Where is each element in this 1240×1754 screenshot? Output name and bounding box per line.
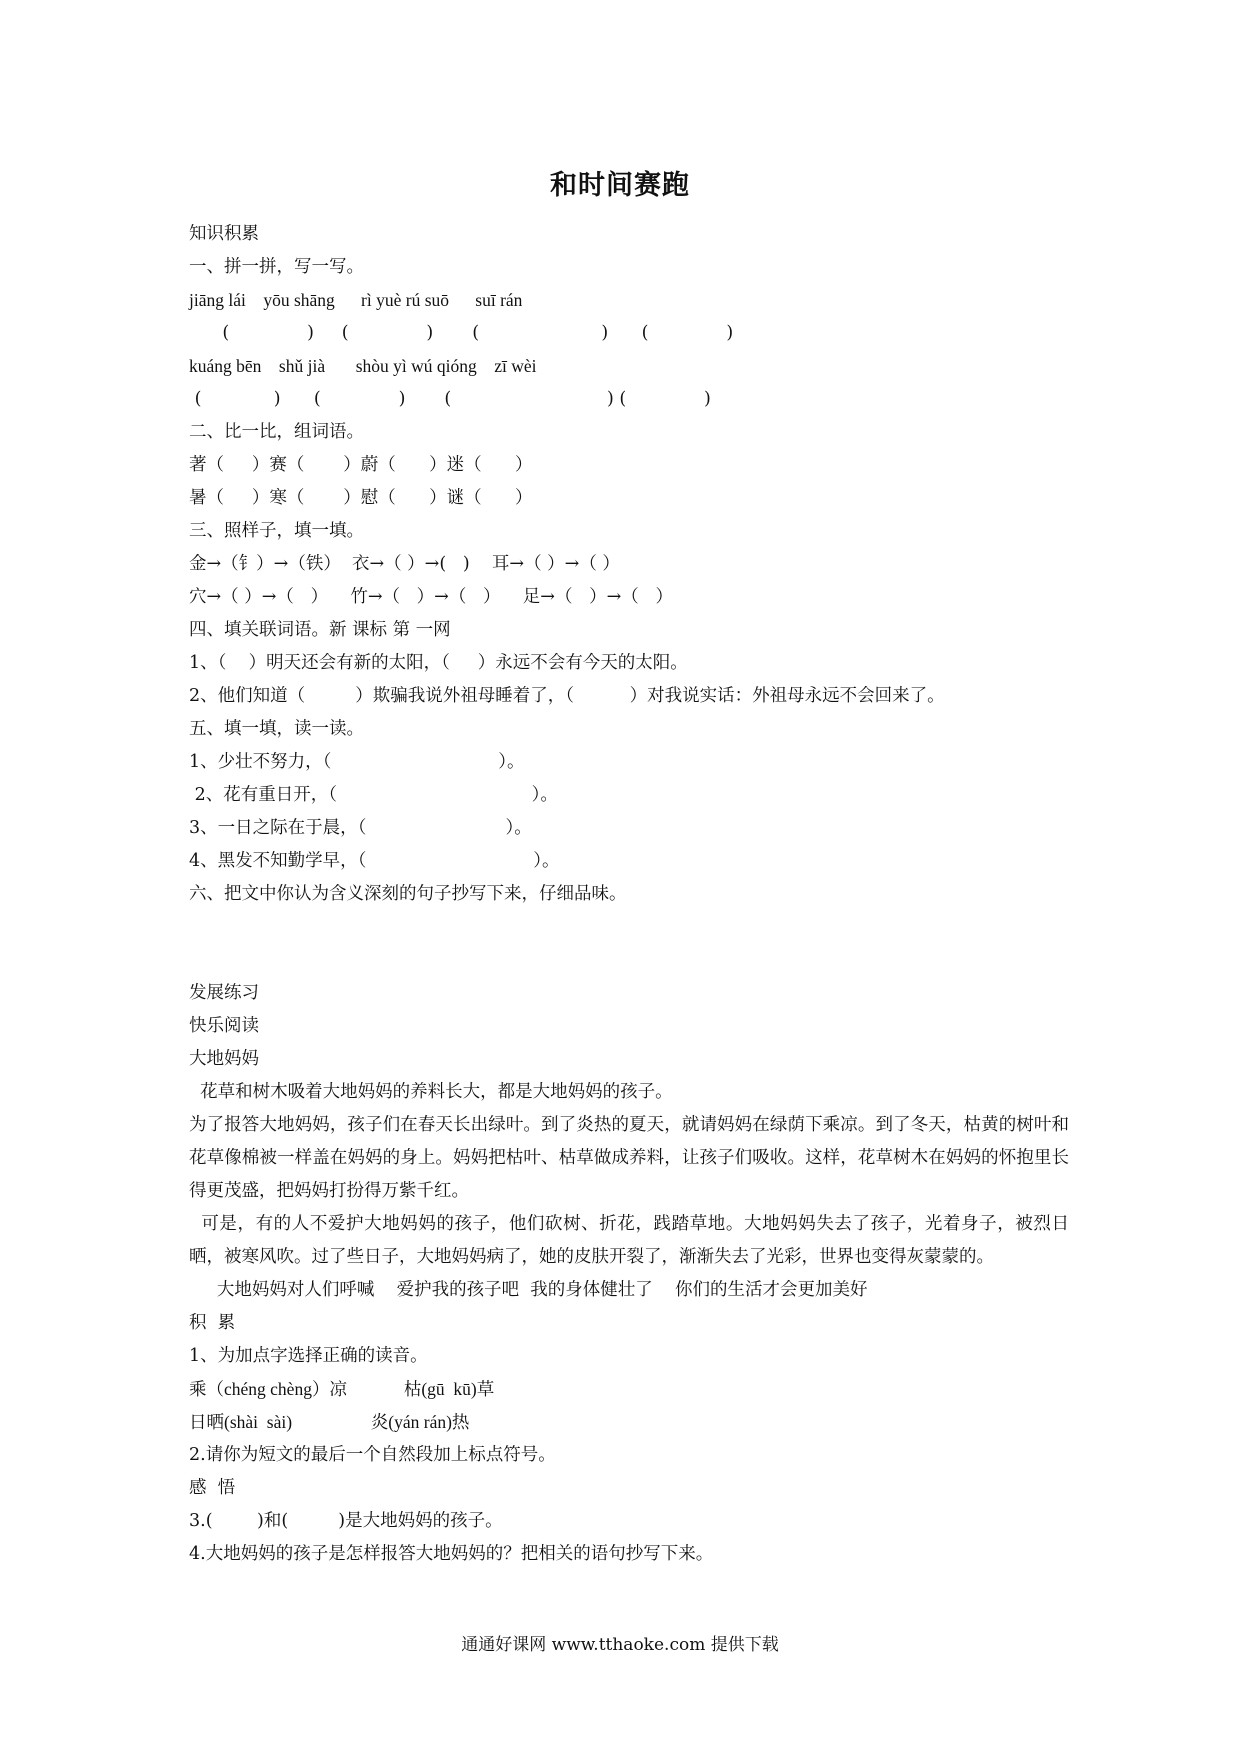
accumulation-heading: 积 累 xyxy=(189,1313,236,1333)
reading-choice-row-1: 乘（chéng chèng）凉 枯(gū kū)草 xyxy=(189,1379,495,1399)
question-5-item-3: 3、一日之际在于晨，（ ）。 xyxy=(189,818,532,838)
pinyin-row-2: kuáng bēn shǔ jià shòu yì wú qióng zī wèi xyxy=(189,356,537,376)
section-heading-development: 发展练习 xyxy=(189,983,259,1003)
compare-row-2: 暑（ ）寒（ ）慰（ ）谜（ ） xyxy=(189,488,533,508)
pattern-row-1: 金→（钅）→（铁） 衣→（ ）→( ) 耳→（ ）→（ ） xyxy=(189,554,620,574)
passage-title: 大地妈妈 xyxy=(189,1049,259,1069)
passage-paragraph-1: 花草和树木吸着大地妈妈的养料长大，都是大地妈妈的孩子。 xyxy=(189,1082,673,1102)
compare-row-1: 著（ ）赛（ ）蔚（ ）迷（ ） xyxy=(189,455,533,475)
reading-choice-row-2: 日晒(shài sài) 炎(yán rán)热 xyxy=(189,1412,470,1432)
question-4-item-2: 2、他们知道（ ）欺骗我说外祖母睡着了，（ ）对我说实话：外祖母永远不会回来了。 xyxy=(189,686,945,706)
insight-heading: 感 悟 xyxy=(189,1478,236,1498)
question-4-item-1: 1、（ ）明天还会有新的太阳，（ ）永远不会有今天的太阳。 xyxy=(189,653,688,673)
question-5-heading: 五、填一填，读一读。 xyxy=(189,719,364,739)
section-heading-knowledge: 知识积累 xyxy=(189,224,259,244)
worksheet-content xyxy=(189,218,1069,1571)
subheading-happy-reading: 快乐阅读 xyxy=(189,1016,259,1036)
question-2-heading: 二、比一比，组词语。 xyxy=(189,422,364,442)
accumulation-question-2: 2.请你为短文的最后一个自然段加上标点符号。 xyxy=(189,1445,556,1465)
blank-row-1: ( ) ( ) ( ) ( ) xyxy=(189,323,734,343)
page-title: 和时间赛跑 xyxy=(550,170,690,201)
question-3-heading: 三、照样子，填一填。 xyxy=(189,521,364,541)
pattern-row-2: 穴→（ ）→（ ） 竹→（ ）→（ ） 足→（ ）→（ ） xyxy=(189,587,673,607)
passage-paragraph-4: 大地妈妈对人们呼喊 爱护我的孩子吧 我的身体健壮了 你们的生活才会更加美好 xyxy=(189,1280,868,1300)
pinyin-row-1: jiāng lái yōu shāng rì yuè rú suō suī rán xyxy=(189,290,523,310)
answer-space xyxy=(189,911,1069,977)
blank-row-2: ( ) ( ) ( ) ( ) xyxy=(189,389,711,409)
accumulation-question-1: 1、为加点字选择正确的读音。 xyxy=(189,1346,428,1366)
question-6-heading: 六、把文中你认为含义深刻的句子抄写下来，仔细品味。 xyxy=(189,884,627,904)
passage-paragraph-3: 可是，有的人不爱护大地妈妈的孩子，他们砍树、折花，践踏草地。大地妈妈失去了孩子，光着身子，被烈日晒，被寒风吹。过了些日子，大地妈妈病了，她的皮肤开裂了，渐渐失去了光彩，世界也变得灰蒙蒙的。 xyxy=(189,1214,1069,1267)
question-5-item-4: 4、黑发不知勤学早，（ ）。 xyxy=(189,851,560,871)
question-4-heading: 四、填关联词语。新 课标 第 一网 xyxy=(189,620,451,640)
question-5-item-1: 1、少壮不努力，（ ）。 xyxy=(189,752,525,772)
page-footer: 通通好课网 www.tthaoke.com 提供下载 xyxy=(461,1635,779,1655)
insight-question-3: 3.( )和( )是大地妈妈的孩子。 xyxy=(189,1511,503,1531)
question-1-heading: 一、拼一拼，写一写。 xyxy=(189,257,364,277)
question-5-item-2: 2、花有重日开，（ ）。 xyxy=(189,785,558,805)
passage-paragraph-2: 为了报答大地妈妈，孩子们在春天长出绿叶。到了炎热的夏天，就请妈妈在绿荫下乘凉。到了冬天，枯黄的树叶和花草像棉被一样盖在妈妈的身上。妈妈把枯叶、枯草做成养料，让孩子们吸收。这样，花草树木在妈妈的怀抱里长得更茂盛，把妈妈打扮得万紫千红。 xyxy=(189,1115,1069,1201)
insight-question-4: 4.大地妈妈的孩子是怎样报答大地妈妈的？把相关的语句抄写下来。 xyxy=(189,1544,714,1564)
